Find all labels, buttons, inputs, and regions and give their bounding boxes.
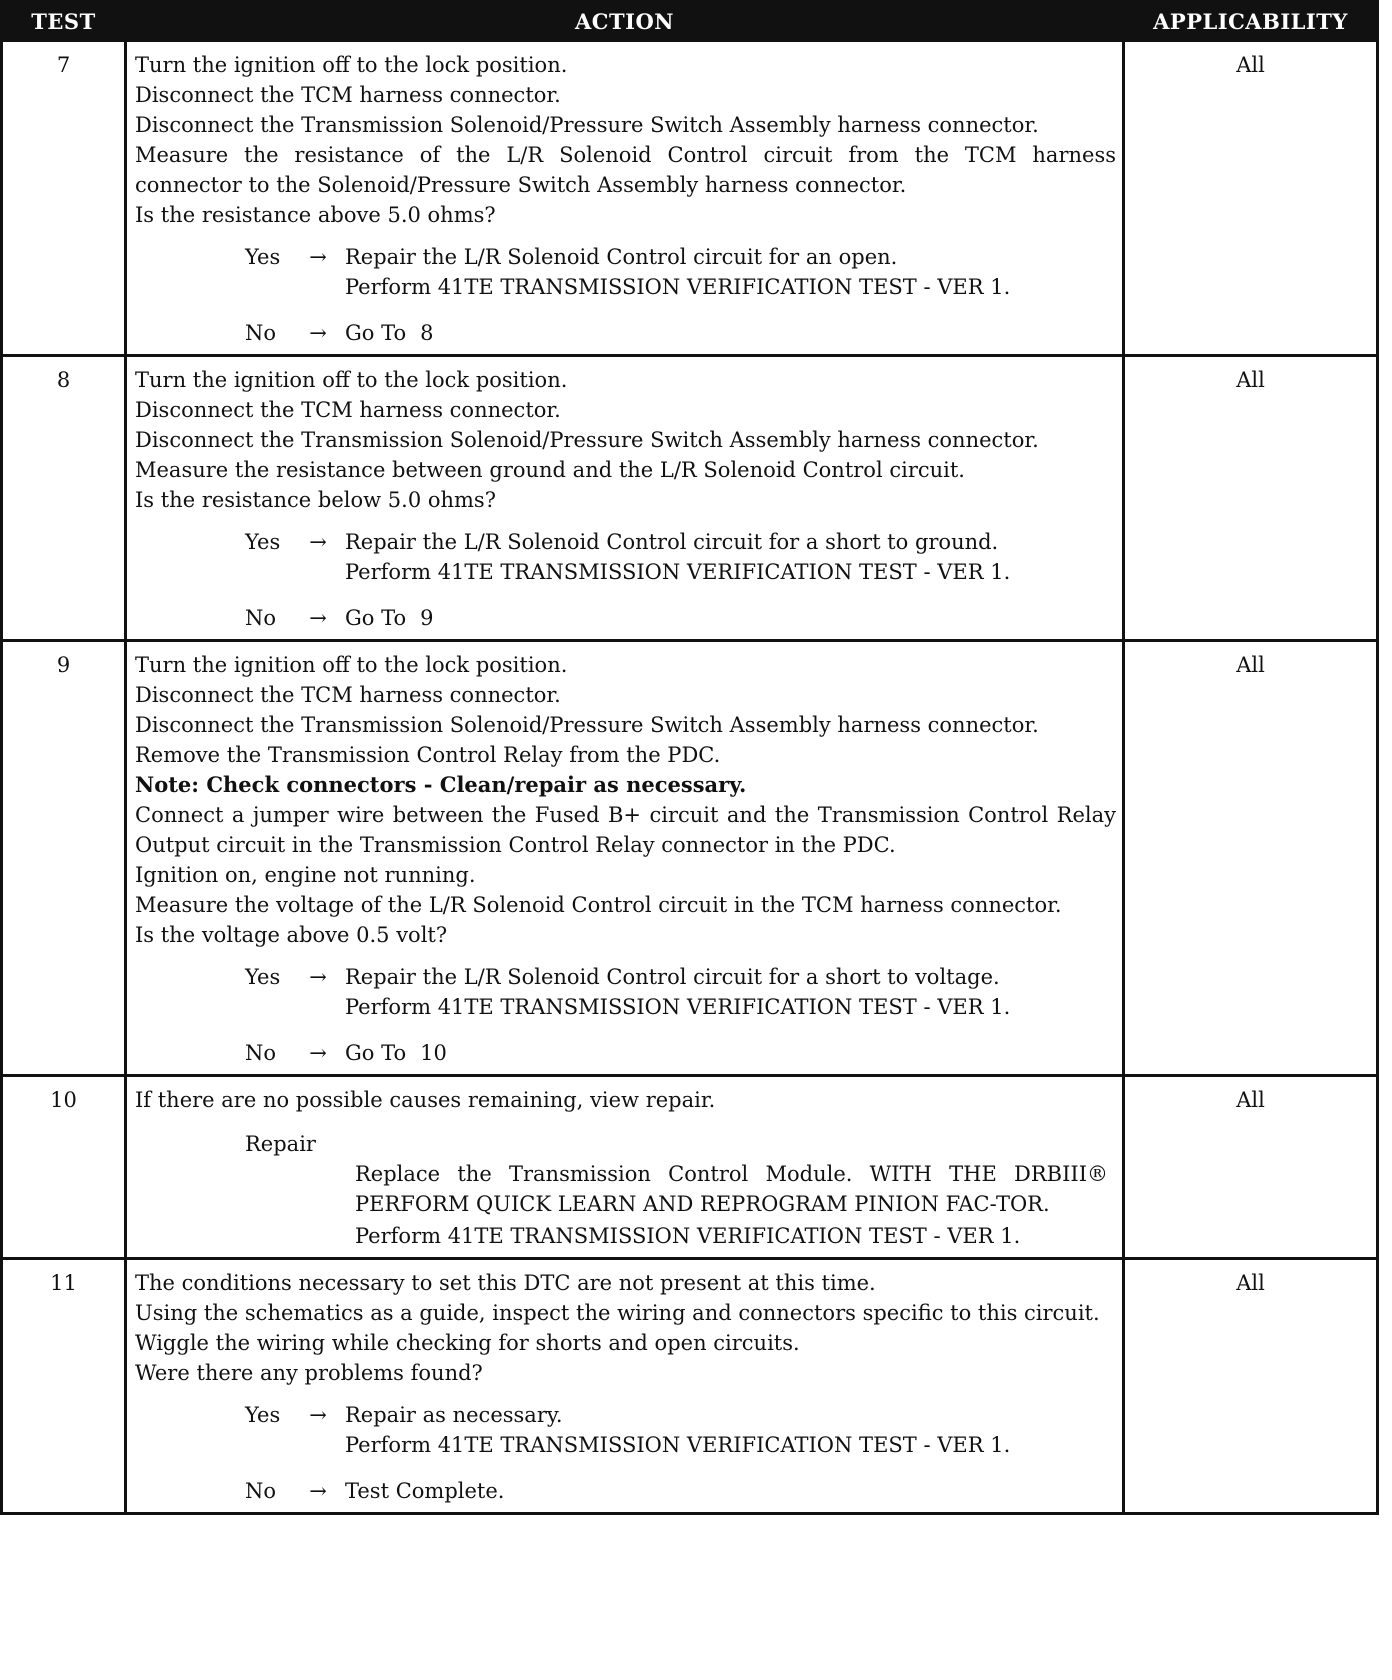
- action-line: Turn the ignition off to the lock position.: [135, 653, 568, 677]
- arrow-right-icon: →: [309, 965, 327, 989]
- action-line: The conditions necessary to set this DTC are not present at this time.: [135, 1271, 876, 1295]
- action-line: Using the schematics as a guide, inspect the wiring and connectors specific to this circuit.: [135, 1301, 1100, 1325]
- action-line: Ignition on, engine not running.: [135, 863, 476, 887]
- yes-label: Yes: [245, 965, 281, 989]
- no-branch: [245, 1476, 1116, 1506]
- question-line: Were there any problems found?: [135, 1361, 483, 1385]
- action-line: Disconnect the TCM harness connector.: [135, 683, 561, 707]
- yes-result: Repair as necessary.: [345, 1403, 563, 1427]
- action-line: Disconnect the Transmission Solenoid/Pressure Switch Assembly harness connector.: [135, 713, 1039, 737]
- applicability-value: All: [1124, 41, 1378, 356]
- yes-branch: [245, 1400, 1116, 1460]
- test-number: 11: [2, 1259, 126, 1514]
- test-number: 7: [2, 41, 126, 356]
- question-line: Is the resistance below 5.0 ohms?: [135, 488, 496, 512]
- question-line: Is the resistance above 5.0 ohms?: [135, 203, 496, 227]
- repair-instructions: Replace the Transmission Control Module. WITH THE DRBIII® PERFORM QUICK LEARN AND REPROGRAM PINION FAC-TOR.: [355, 1162, 1108, 1216]
- test-row-9: [2, 641, 1378, 1076]
- no-result: Go To: [345, 1041, 407, 1065]
- test-number: 8: [2, 356, 126, 641]
- no-result: Go To: [345, 606, 407, 630]
- test-action: [126, 41, 1124, 356]
- test-number: 10: [2, 1076, 126, 1259]
- question-line: Is the voltage above 0.5 volt?: [135, 923, 448, 947]
- yes-verification: Perform 41TE TRANSMISSION VERIFICATION TEST - VER 1.: [345, 995, 1011, 1019]
- action-line: Wiggle the wiring while checking for shorts and open circuits.: [135, 1331, 800, 1355]
- arrow-right-icon: →: [309, 1403, 327, 1427]
- action-line: Disconnect the Transmission Solenoid/Pressure Switch Assembly harness connector.: [135, 113, 1039, 137]
- no-label: No: [245, 1041, 277, 1065]
- header-applicability: APPLICABILITY: [1124, 2, 1378, 41]
- action-line: Measure the resistance of the L/R Solenoid Control circuit from the TCM harness connector to the Solenoid/Pressure Switch Assembly harness connector.: [135, 143, 1116, 197]
- no-result: Go To: [345, 321, 407, 345]
- arrow-right-icon: →: [309, 1479, 327, 1503]
- action-line: Remove the Transmission Control Relay from the PDC.: [135, 743, 721, 767]
- applicability-value: All: [1124, 641, 1378, 1076]
- yes-verification: Perform 41TE TRANSMISSION VERIFICATION TEST - VER 1.: [345, 275, 1011, 299]
- test-row-11: [2, 1259, 1378, 1514]
- yes-label: Yes: [245, 530, 281, 554]
- yes-verification: Perform 41TE TRANSMISSION VERIFICATION TEST - VER 1.: [345, 560, 1011, 584]
- test-action: [126, 356, 1124, 641]
- test-action: [126, 641, 1124, 1076]
- applicability-value: All: [1124, 1076, 1378, 1259]
- arrow-right-icon: →: [309, 1041, 327, 1065]
- arrow-right-icon: →: [309, 606, 327, 630]
- action-line: Disconnect the Transmission Solenoid/Pressure Switch Assembly harness connector.: [135, 428, 1039, 452]
- applicability-value: All: [1124, 1259, 1378, 1514]
- test-row-8: [2, 356, 1378, 641]
- yes-result: Repair the L/R Solenoid Control circuit for a short to ground.: [345, 530, 999, 554]
- no-branch: [245, 603, 1116, 633]
- no-branch: [245, 1038, 1116, 1068]
- action-line: Turn the ignition off to the lock position.: [135, 368, 568, 392]
- arrow-right-icon: →: [309, 245, 327, 269]
- action-line: Connect a jumper wire between the Fused B+ circuit and the Transmission Control Relay Output circuit in the Transmission Control Relay connector in the PDC.: [135, 803, 1116, 857]
- note-line: Note: Check connectors - Clean/repair as necessary.: [135, 772, 747, 797]
- goto-test-link[interactable]: 10: [420, 1041, 447, 1065]
- yes-result: Repair the L/R Solenoid Control circuit for a short to voltage.: [345, 965, 1000, 989]
- header-test: TEST: [2, 2, 126, 41]
- action-line: Disconnect the TCM harness connector.: [135, 398, 561, 422]
- test-action: [126, 1259, 1124, 1514]
- no-label: No: [245, 321, 277, 345]
- action-line: Turn the ignition off to the lock position.: [135, 53, 568, 77]
- action-line: Measure the resistance between ground and the L/R Solenoid Control circuit.: [135, 458, 965, 482]
- yes-result: Repair the L/R Solenoid Control circuit for an open.: [345, 245, 898, 269]
- goto-test-link[interactable]: 8: [420, 321, 434, 345]
- no-label: No: [245, 606, 277, 630]
- yes-label: Yes: [245, 1403, 281, 1427]
- repair-verification: Perform 41TE TRANSMISSION VERIFICATION TEST - VER 1.: [355, 1224, 1021, 1248]
- action-line: If there are no possible causes remaining, view repair.: [135, 1088, 716, 1112]
- arrow-right-icon: →: [309, 321, 327, 345]
- yes-branch: [245, 962, 1116, 1022]
- yes-verification: Perform 41TE TRANSMISSION VERIFICATION TEST - VER 1.: [345, 1433, 1011, 1457]
- header-action: ACTION: [126, 2, 1124, 41]
- no-branch: [245, 318, 1116, 348]
- applicability-value: All: [1124, 356, 1378, 641]
- test-row-7: [2, 41, 1378, 356]
- action-line: Measure the voltage of the L/R Solenoid Control circuit in the TCM harness connector.: [135, 893, 1062, 917]
- no-label: No: [245, 1479, 277, 1503]
- test-action: [126, 1076, 1124, 1259]
- repair-label: Repair: [245, 1132, 316, 1156]
- test-row-10: [2, 1076, 1378, 1259]
- yes-branch: [245, 242, 1116, 302]
- test-number: 9: [2, 641, 126, 1076]
- no-result: Test Complete.: [345, 1479, 505, 1503]
- table-header-row: [2, 2, 1378, 41]
- yes-label: Yes: [245, 245, 281, 269]
- goto-test-link[interactable]: 9: [420, 606, 434, 630]
- yes-branch: [245, 527, 1116, 587]
- arrow-right-icon: →: [309, 530, 327, 554]
- action-line: Disconnect the TCM harness connector.: [135, 83, 561, 107]
